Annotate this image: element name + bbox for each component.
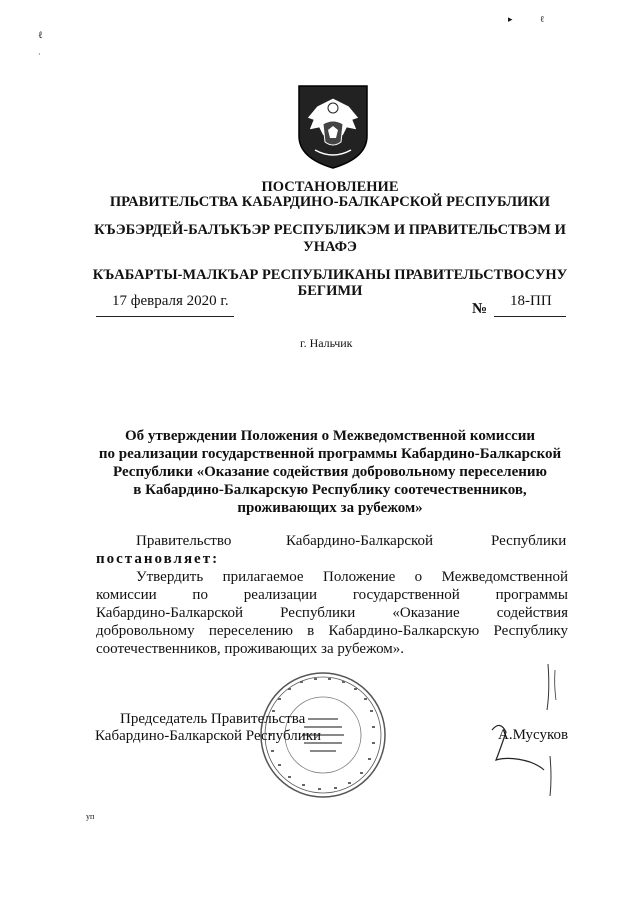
body-line-4: добровольному переселению в Кабардино-Балкарскую Республику	[96, 623, 568, 639]
number-underline	[494, 316, 566, 317]
body-decree-verb: постановляет:	[96, 551, 220, 567]
body-line-5: соотечественников, проживающих за рубежом».	[96, 641, 405, 657]
title-line-2: по реализации государственной программы Кабардино-Балкарской	[98, 446, 562, 462]
body-word-republic: Республики	[491, 533, 567, 549]
scan-mark: ▸	[508, 14, 513, 24]
coat-of-arms-emblem	[295, 84, 371, 170]
signatory-name: А.Мусуков	[498, 727, 569, 743]
government-name-kbd-line1: КЪЭБЭРДЕЙ-БАЛЪКЪЭР РЕСПУБЛИКЭМ И ПРАВИТЕЛЬСТВЭМ И	[94, 222, 566, 238]
government-name-kbd-line2: УНАФЭ	[303, 239, 357, 255]
title-line-3: Республики «Оказание содействия добровольному переселению	[112, 464, 547, 480]
scan-mark: ·	[38, 50, 41, 59]
body-word-kbr: Кабардино-Балкарской	[286, 533, 434, 549]
doc-type: ПОСТАНОВЛЕНИЕ	[261, 179, 399, 195]
body-line-3: Кабардино-Балкарской Республики «Оказание содействия	[96, 605, 568, 621]
decree-date: 17 февраля 2020 г.	[112, 293, 229, 309]
signatory-position-line2: Кабардино-Балкарской Республики	[95, 728, 322, 744]
body-word-government: Правительство	[136, 533, 232, 549]
body-line-1: Утвердить прилагаемое Положение о Межведомственной	[136, 569, 568, 585]
signatory-position-line1: Председатель Правительства	[120, 711, 306, 727]
title-line-5: проживающих за рубежом»	[237, 500, 423, 516]
decree-number: 18-ПП	[510, 293, 552, 309]
government-name-krc-line1: КЪАБАРТЫ-МАЛКЪАР РЕСПУБЛИКАНЫ ПРАВИТЕЛЬСТВОСУНУ	[92, 267, 568, 283]
body-line-2: комиссии по реализации государственной программы	[96, 587, 568, 603]
scan-mark: ℓ	[540, 14, 545, 24]
scan-mark: ℓ	[38, 30, 43, 41]
government-name-krc-line2: БЕГИМИ	[297, 283, 363, 299]
number-sign: №	[472, 301, 488, 317]
city: г. Нальчик	[300, 336, 353, 350]
title-line-4: в Кабардино-Балкарскую Республику соотечественников,	[133, 482, 527, 498]
government-name-ru: ПРАВИТЕЛЬСТВА КАБАРДИНО-БАЛКАРСКОЙ РЕСПУБЛИКИ	[109, 194, 551, 210]
title-line-1: Об утверждении Положения о Межведомственной комиссии	[124, 428, 536, 444]
date-underline	[96, 316, 234, 317]
footer-mark: уп	[86, 812, 95, 821]
